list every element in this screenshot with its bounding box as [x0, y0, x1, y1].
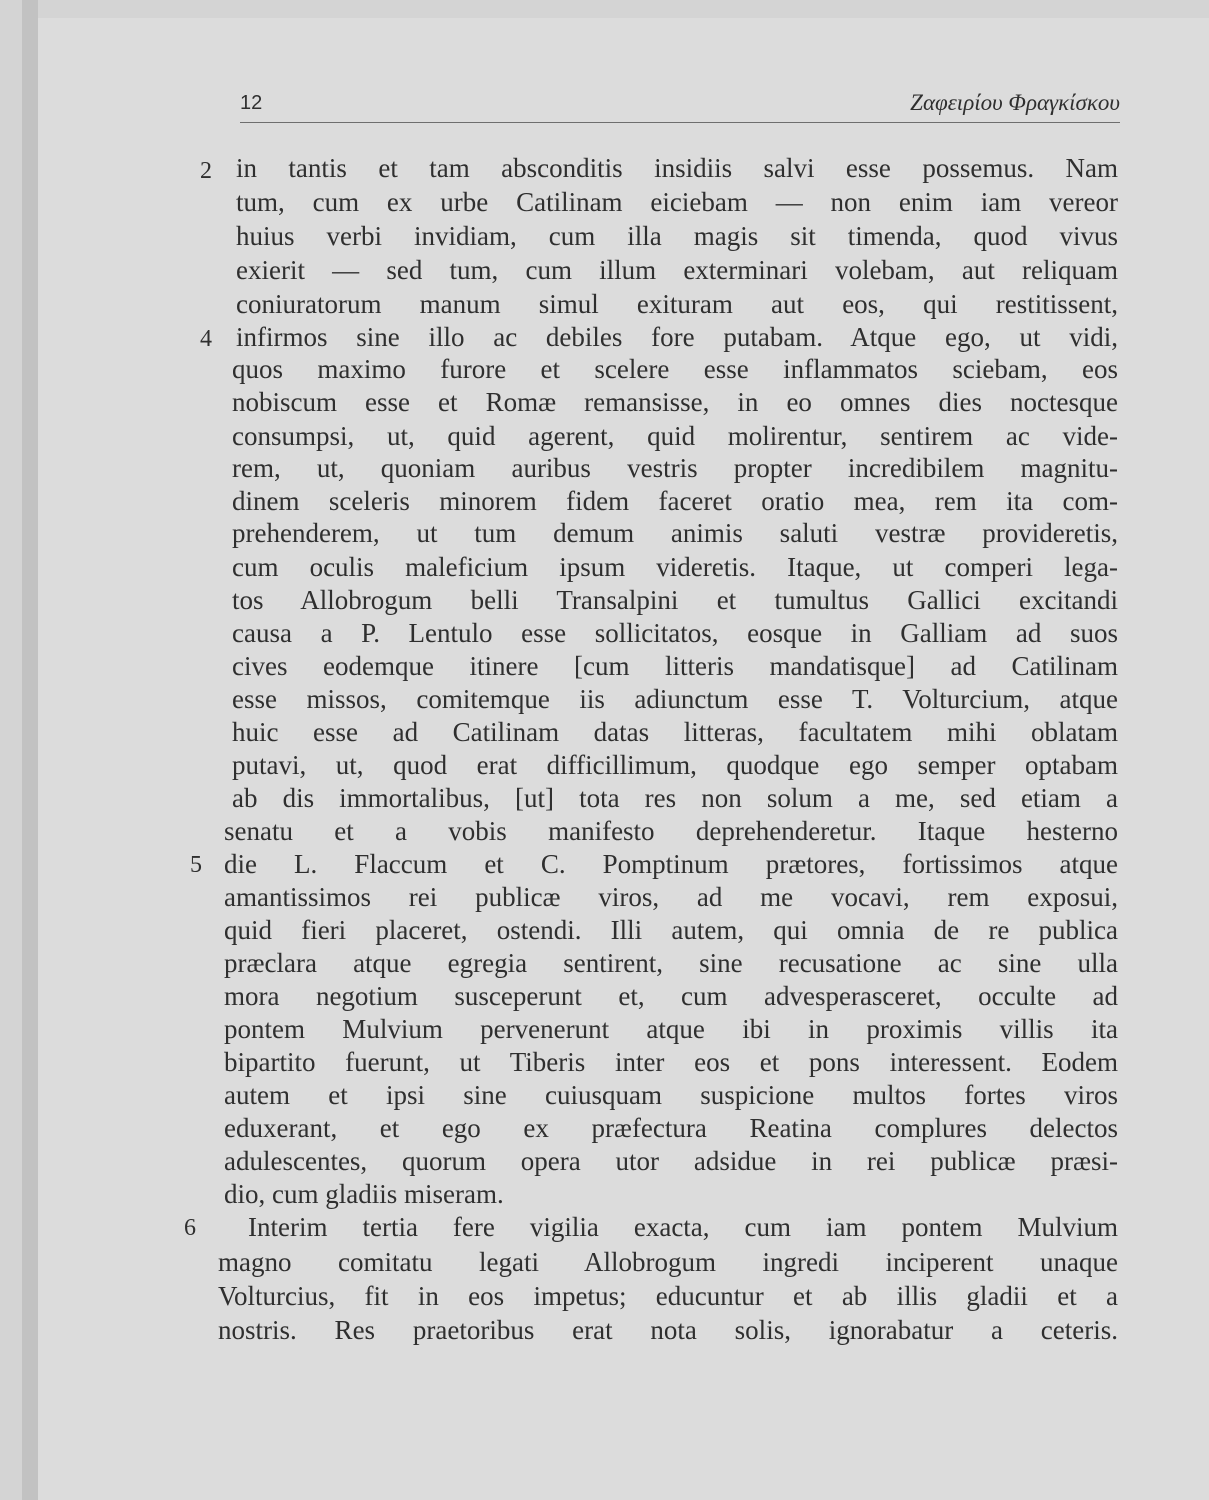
text-line: præclara atque egregia sentirent, sine recusatione ac sine ulla [224, 948, 1118, 978]
text-line: nostris. Res praetoribus erat nota solis, ignorabatur a ceteris. [218, 1315, 1118, 1345]
text-line: magno comitatu legati Allobrogum ingredi inciperent unaque [218, 1247, 1118, 1277]
page-header [240, 88, 1120, 123]
text-line: cum oculis maleficium ipsum videretis. Itaque, ut comperi lega- [232, 552, 1118, 582]
text-line: dio, cum gladiis miseram. [224, 1179, 504, 1209]
text-line: senatu et a vobis manifesto deprehenderetur. Itaque hesterno [224, 816, 1118, 846]
text-line: exierit — sed tum, cum illum exterminari volebam, aut reliquam [236, 255, 1118, 285]
text-line: esse missos, comitemque iis adiunctum esse T. Volturcium, atque [232, 684, 1118, 714]
text-line: eduxerant, et ego ex præfectura Reatina complures delectos [224, 1113, 1118, 1143]
text-line: tum, cum ex urbe Catilinam eiciebam — non enim iam vereor [236, 187, 1118, 217]
text-line: autem et ipsi sine cuiusquam suspicione multos fortes viros [224, 1080, 1118, 1110]
text-line: huius verbi invidiam, cum illa magis sit timenda, quod vivus [236, 221, 1118, 251]
text-line: bipartito fuerunt, ut Tiberis inter eos et pons interessent. Eodem [224, 1047, 1118, 1077]
section-number: 5 [190, 852, 202, 878]
text-line: die L. Flaccum et C. Pomptinum prætores, fortissimos atque [224, 849, 1118, 879]
text-line: infirmos sine illo ac debiles fore putabam. Atque ego, ut vidi, [236, 322, 1118, 352]
text-line: putavi, ut, quod erat difficillimum, quodque ego semper optabam [232, 750, 1118, 780]
text-line: causa a P. Lentulo esse sollicitatos, eosque in Galliam ad suos [232, 618, 1118, 648]
text-line: ab dis immortalibus, [ut] tota res non solum a me, sed etiam a [232, 783, 1118, 813]
text-line: mora negotium susceperunt et, cum advesperasceret, occulte ad [224, 981, 1118, 1011]
text-line: quid fieri placeret, ostendi. Illi autem, qui omnia de re publica [224, 915, 1118, 945]
text-line: pontem Mulvium pervenerunt atque ibi in proximis villis ita [224, 1014, 1118, 1044]
text-line: amantissimos rei publicæ viros, ad me vocavi, rem exposui, [224, 882, 1118, 912]
text-line: prehenderem, ut tum demum animis saluti vestræ provideretis, [232, 518, 1118, 548]
text-line: cives eodemque itinere [cum litteris mandatisque] ad Catilinam [232, 651, 1118, 681]
page-number: 12 [240, 92, 263, 114]
section-number: 2 [200, 158, 212, 184]
section-number: 4 [200, 326, 212, 352]
text-line: coniuratorum manum simul exituram aut eos, qui restitissent, [236, 289, 1118, 319]
text-line: dinem sceleris minorem fidem faceret oratio mea, rem ita com- [232, 486, 1118, 516]
text-line: consumpsi, ut, quid agerent, quid molirentur, sentirem ac vide- [232, 421, 1118, 451]
text-line: adulescentes, quorum opera utor adsidue in rei publicæ præsi- [224, 1146, 1118, 1176]
page-edge-shadow [22, 0, 38, 1500]
running-head: Ζαφειρίου Φραγκίσκου [910, 90, 1120, 115]
text-line: huic esse ad Catilinam datas litteras, facultatem mihi oblatam [232, 717, 1118, 747]
text-line: Volturcius, fit in eos impetus; educuntur et ab illis gladii et a [218, 1281, 1118, 1311]
text-line: Interim tertia fere vigilia exacta, cum iam pontem Mulvium [248, 1212, 1118, 1242]
text-line: nobiscum esse et Romæ remansisse, in eo omnes dies noctesque [232, 387, 1118, 417]
text-line: tos Allobrogum belli Transalpini et tumultus Gallici excitandi [232, 585, 1118, 615]
text-line: rem, ut, quoniam auribus vestris propter incredibilem magnitu- [232, 453, 1118, 483]
section-number: 6 [184, 1215, 196, 1241]
text-line: in tantis et tam absconditis insidiis salvi esse possemus. Nam [236, 153, 1118, 183]
text-line: quos maximo furore et scelere esse inflammatos sciebam, eos [232, 354, 1118, 384]
